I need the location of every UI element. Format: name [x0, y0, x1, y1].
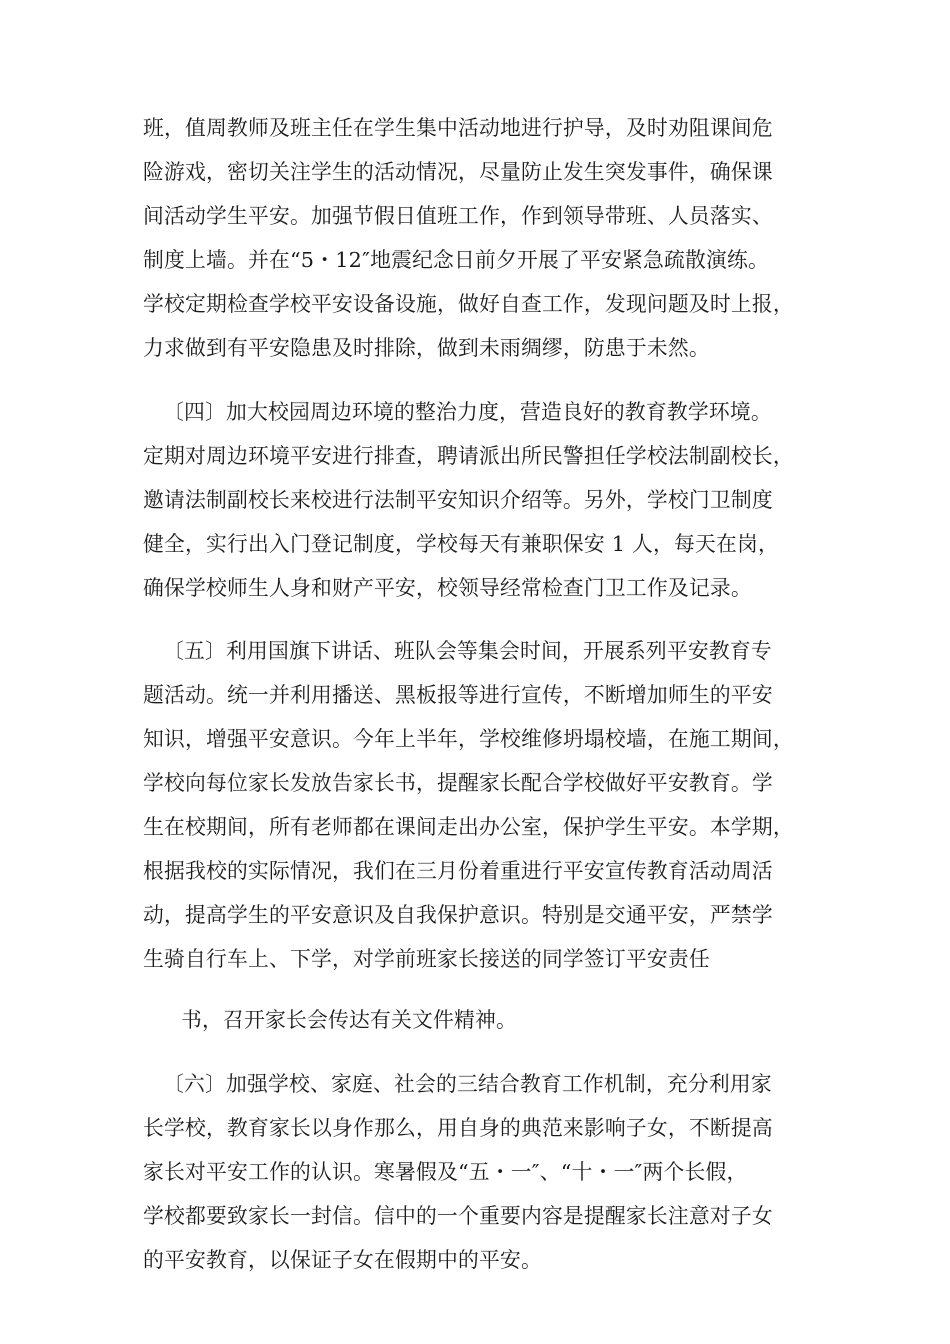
paragraph-1-line-6: 力求做到有平安隐患及时排除，做到未雨绸缪，防患于未然。 [143, 336, 710, 360]
paragraph-3-line-1: 〔五〕利用国旗下讲话、班队会等集会时间，开展系列平安教育专 [163, 639, 772, 663]
paragraph-2-line-5: 确保学校师生人身和财产平安，校领导经常检查门卫工作及记录。 [143, 576, 752, 600]
paragraph-5-line-3: 家长对平安工作的认识。寒暑假及“五・一″、“十・一″两个长假， [143, 1160, 748, 1184]
paragraph-1-line-1: 班，值周教师及班主任在学生集中活动地进行护导，及时劝阻课间危 [143, 116, 773, 140]
paragraph-2-line-1: 〔四〕加大校园周边环境的整治力度，营造良好的教育教学环境。 [163, 400, 772, 424]
paragraph-3-line-8: 生骑自行车上、下学，对学前班家长接送的同学签订平安责任 [143, 947, 710, 971]
paragraph-5-line-1: 〔六〕加强学校、家庭、社会的三结合教育工作机制，充分利用家 [163, 1072, 772, 1096]
paragraph-3-line-5: 生在校期间，所有老师都在课间走出办公室，保护学生平安。本学期， [143, 815, 794, 839]
paragraph-5-line-4: 学校都要致家长一封信。信中的一个重要内容是提醒家长注意对子女 [143, 1204, 773, 1228]
paragraph-2-line-4: 健全，实行出入门登记制度，学校每天有兼职保安 1 人，每天在岗， [143, 532, 779, 556]
paragraph-2-line-2: 定期对周边环境平安进行排查，聘请派出所民警担任学校法制副校长， [143, 444, 794, 468]
paragraph-3-line-4: 学校向每位家长发放告家长书，提醒家长配合学校做好平安教育。学 [143, 771, 773, 795]
paragraph-1-line-5: 学校定期检查学校平安设备设施，做好自查工作，发现问题及时上报， [143, 292, 794, 316]
paragraph-5-line-2: 长学校，教育家长以身作那么，用自身的典范来影响子女，不断提高 [143, 1116, 773, 1140]
paragraph-1-line-4: 制度上墙。并在“5・12″地震纪念日前夕开展了平安紧急疏散演练。 [143, 248, 770, 272]
paragraph-4-line-1: 书，召开家长会传达有关文件精神。 [181, 1008, 517, 1032]
paragraph-3-line-6: 根据我校的实际情况，我们在三月份着重进行平安宣传教育活动周活 [143, 859, 773, 883]
paragraph-3-line-3: 知识，增强平安意识。今年上半年，学校维修坍塌校墙，在施工期间， [143, 727, 794, 751]
paragraph-2-line-3: 邀请法制副校长来校进行法制平安知识介绍等。另外，学校门卫制度 [143, 488, 773, 512]
paragraph-3-line-7: 动，提高学生的平安意识及自我保护意识。特别是交通平安，严禁学 [143, 903, 773, 927]
paragraph-3-line-2: 题活动。统一并利用播送、黑板报等进行宣传，不断增加师生的平安 [143, 683, 773, 707]
paragraph-5-line-5: 的平安教育，以保证子女在假期中的平安。 [143, 1248, 542, 1272]
paragraph-1-line-3: 间活动学生平安。加强节假日值班工作，作到领导带班、人员落实、 [143, 204, 773, 228]
paragraph-1-line-2: 险游戏，密切关注学生的活动情况，尽量防止发生突发事件，确保课 [143, 160, 773, 184]
